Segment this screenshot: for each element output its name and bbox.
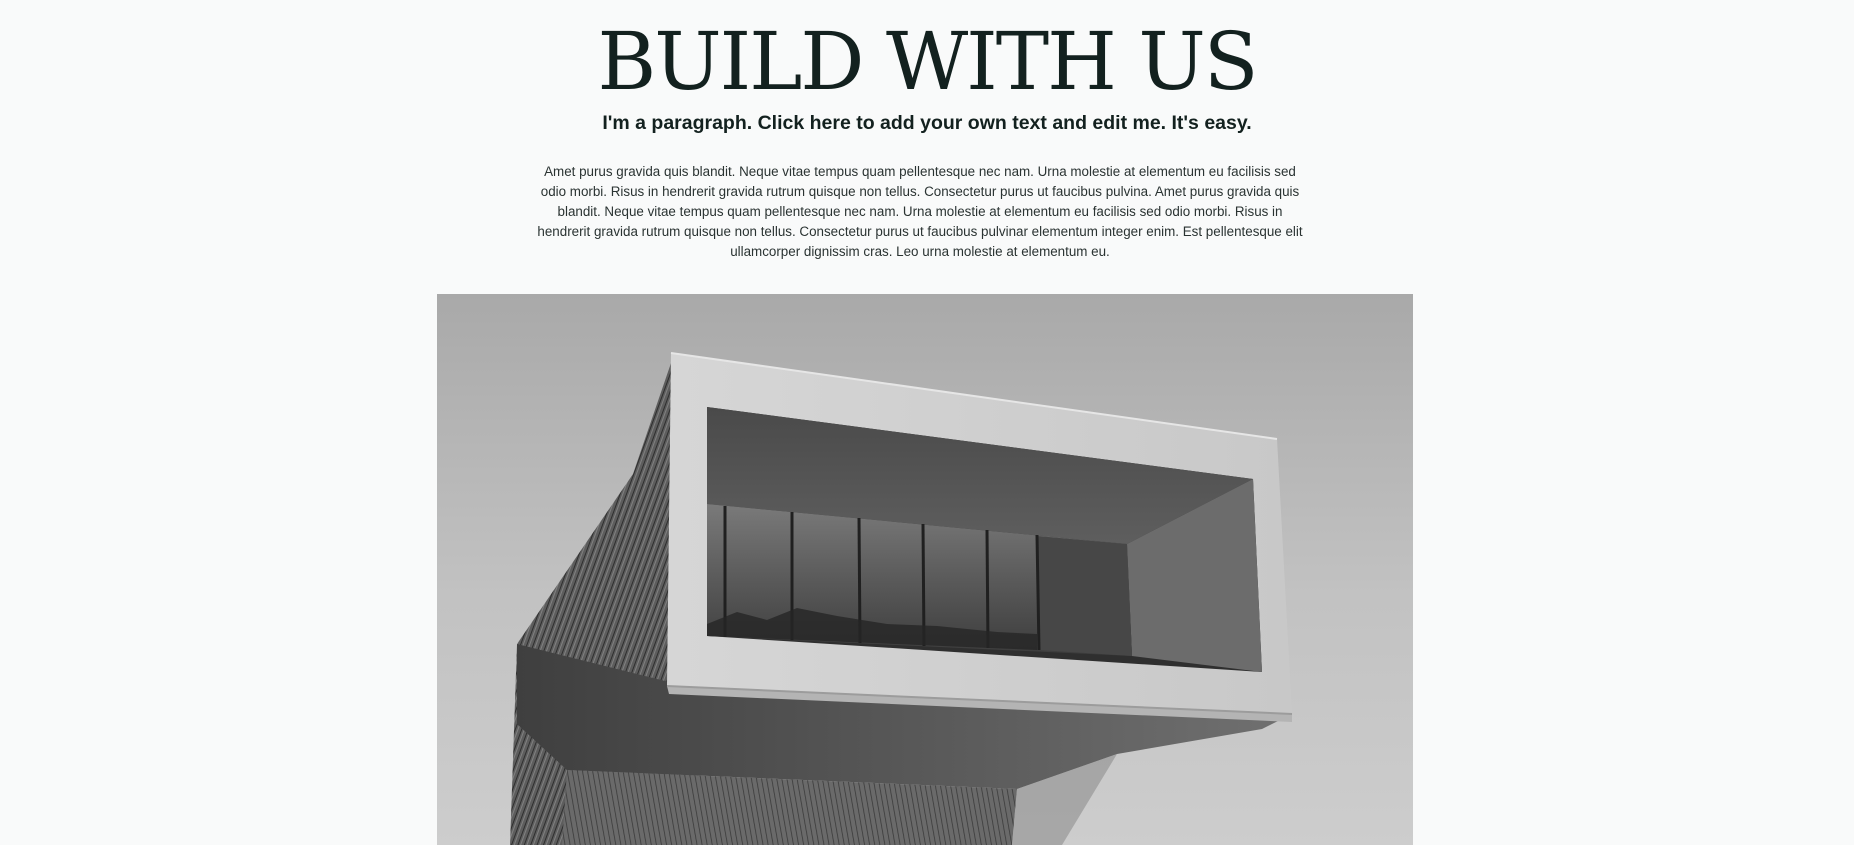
page-title: BUILD WITH US <box>597 15 1257 108</box>
hero-image <box>437 294 1413 845</box>
subtitle-paragraph[interactable]: I'm a paragraph. Click here to add your own text and edit me. It's easy. <box>602 112 1252 134</box>
body-paragraph[interactable]: Amet purus gravida quis blandit. Neque vitae tempus quam pellentesque nec nam. Urna molestie at elementum eu facilisis sed odio morbi. Risus in hendrerit gravida rutrum quisque non tellus. Consectetur purus ut faucibus pulvina. Amet purus gravida quis blandit. Neque vitae tempus quam pellentesque nec nam. Urna molestie at elementum eu facilisis sed odio morbi. Risus in hendrerit gravida rutrum quisque non tellus. Consectetur purus ut faucibus pulvinar elementum integer enim. Est pellentesque elit ullamcorper dignissim cras. Leo urna molestie at elementum eu. <box>537 164 1303 259</box>
building-illustration <box>437 294 1413 845</box>
